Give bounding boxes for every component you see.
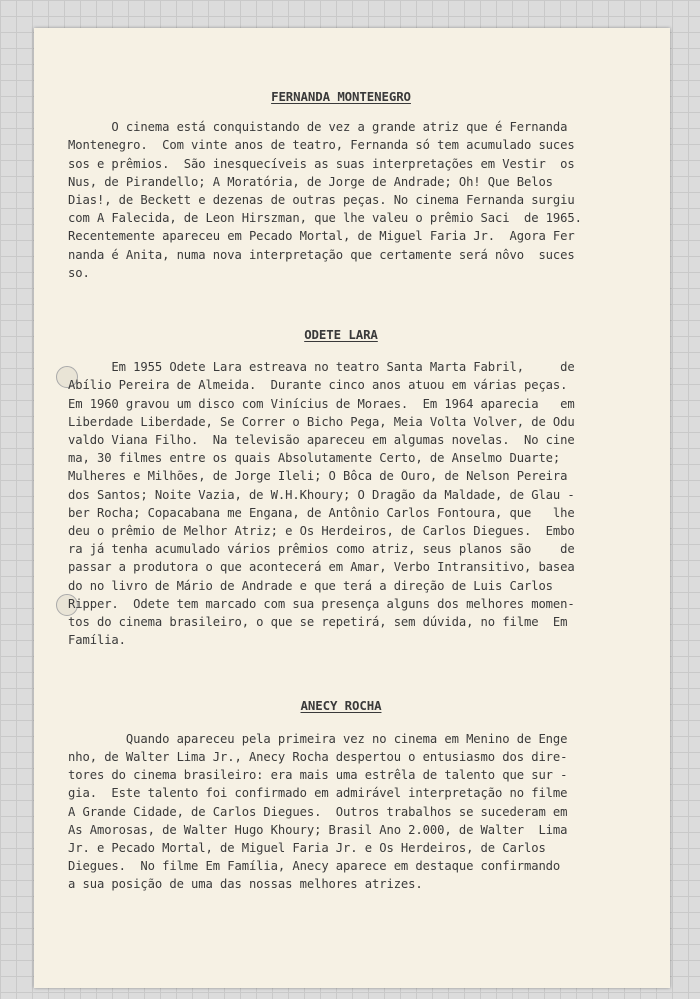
text-line: Família. xyxy=(68,633,126,648)
text-line: a sua posição de uma das nossas melhores atrizes. xyxy=(68,877,423,892)
text-line: Em 1960 gravou um disco com Vinícius de Moraes. Em 1964 aparecia em xyxy=(68,396,575,411)
text-line: Em 1955 Odete Lara estreava no teatro Santa Marta Fabril, de xyxy=(68,360,575,375)
text-line: Jr. e Pecado Mortal, de Miguel Faria Jr. e Os Herdeiros, de Carlos xyxy=(68,840,546,855)
text-line: valdo Viana Filho. Na televisão apareceu em algumas novelas. No cine xyxy=(68,433,575,448)
section-title: FERNANDA MONTENEGRO xyxy=(271,89,411,104)
text-line: Mulheres e Milhões, de Jorge Ileli; O Bôca de Ouro, de Nelson Pereira xyxy=(68,469,568,484)
text-line: Recentemente apareceu em Pecado Mortal, de Miguel Faria Jr. Agora Fer xyxy=(68,229,575,244)
text-line: tores do cinema brasileiro: era mais uma estrêla de talento que sur - xyxy=(68,768,568,783)
text-line: A Grande Cidade, de Carlos Diegues. Outros trabalhos se sucederam em xyxy=(68,804,568,819)
text-line: Montenegro. Com vinte anos de teatro, Fernanda só tem acumulado suces xyxy=(68,138,575,153)
text-line: Liberdade Liberdade, Se Correr o Bicho Pega, Meia Volta Volver, de Odu xyxy=(68,414,575,429)
text-line: Quando apareceu pela primeira vez no cinema em Menino de Enge xyxy=(68,731,568,746)
text-line: Nus, de Pirandello; A Moratória, de Jorge de Andrade; Oh! Que Belos xyxy=(68,174,553,189)
text-line: do no livro de Mário de Andrade e que terá a direção de Luis Carlos xyxy=(68,578,553,593)
text-line: Abílio Pereira de Almeida. Durante cinco anos atuou em várias peças. xyxy=(68,378,568,393)
text-line: so. xyxy=(68,265,90,280)
section-paragraph xyxy=(68,730,614,894)
text-line: As Amorosas, de Walter Hugo Khoury; Brasil Ano 2.000, de Walter Lima xyxy=(68,822,568,837)
text-line: gia. Este talento foi confirmado em admirável interpretação no filme xyxy=(68,786,568,801)
text-line: passar a produtora o que acontecerá em Amar, Verbo Intransitivo, basea xyxy=(68,560,575,575)
text-line: tos do cinema brasileiro, o que se repetirá, sem dúvida, no filme Em xyxy=(68,615,568,630)
text-line: ra já tenha acumulado vários prêmios como atriz, seus planos são de xyxy=(68,542,575,557)
text-line: com A Falecida, de Leon Hirszman, que lhe valeu o prêmio Saci de 1965. xyxy=(68,211,582,226)
text-line: nanda é Anita, numa nova interpretação que certamente será nôvo suces xyxy=(68,247,575,262)
text-line: Diegues. No filme Em Família, Anecy aparece em destaque confirmando xyxy=(68,859,561,874)
section-title: ANECY ROCHA xyxy=(300,698,382,714)
section-paragraph xyxy=(68,358,614,649)
text-line: O cinema está conquistando de vez a grande atriz que é Fernanda xyxy=(68,120,568,135)
text-line: sos e prêmios. São inesquecíveis as suas interpretações em Vestir os xyxy=(68,156,575,171)
text-line: Ripper. Odete tem marcado com sua presença alguns dos melhores momen- xyxy=(68,596,575,611)
section-paragraph xyxy=(68,118,614,282)
text-line: ma, 30 filmes entre os quais Absolutamente Certo, de Anselmo Duarte; xyxy=(68,451,561,466)
text-line: Dias!, de Beckett e dezenas de outras peças. No cinema Fernanda surgiu xyxy=(68,193,575,208)
section-title: ODETE LARA xyxy=(304,327,378,343)
text-line: ber Rocha; Copacabana me Engana, de Antônio Carlos Fontoura, que lhe xyxy=(68,505,575,520)
text-line: nho, de Walter Lima Jr., Anecy Rocha despertou o entusiasmo dos dire- xyxy=(68,749,568,764)
document-body xyxy=(68,88,614,894)
text-line: dos Santos; Noite Vazia, de W.H.Khoury; O Dragão da Maldade, de Glau - xyxy=(68,487,575,502)
text-line: deu o prêmio de Melhor Atriz; e Os Herdeiros, de Carlos Diegues. Embo xyxy=(68,524,575,539)
